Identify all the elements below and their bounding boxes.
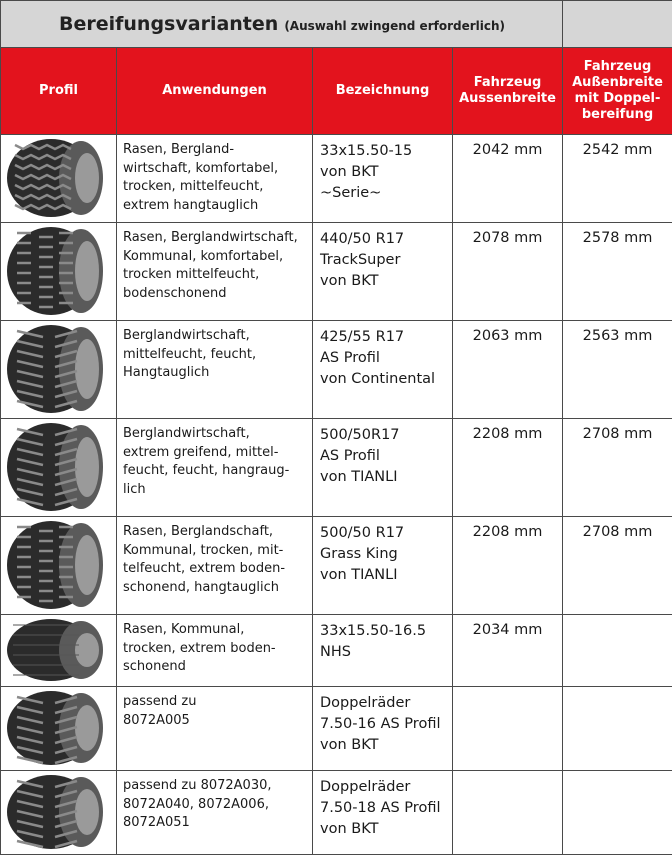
designation-line: Doppelräder <box>320 695 411 711</box>
designation-line: AS Profil <box>320 350 380 366</box>
designation-line: von Continental <box>320 371 436 387</box>
tire-tread-icon <box>1 223 115 319</box>
designation-line: 33x15.50-15 <box>320 143 413 159</box>
designation-line: 33x15.50-16.5 <box>320 623 427 639</box>
application-line: 8072A040, 8072A006, <box>123 796 269 812</box>
profile-image-cell <box>1 687 117 771</box>
application-line: telfeucht, extrem boden- <box>123 561 286 576</box>
application-line: trocken, mittelfeucht, <box>123 179 264 194</box>
header-doppel-line: mit Doppel- <box>574 91 661 106</box>
header-profil: Profil <box>1 48 117 135</box>
outer-width-cell: 2078 mm <box>453 223 563 321</box>
header-aussenbreite-line: Fahrzeug <box>473 75 542 90</box>
designation-line: von TIANLI <box>320 469 398 485</box>
application-line: schonend, hangtauglich <box>123 579 279 595</box>
profile-image-cell <box>1 223 117 321</box>
application-line: 8072A005 <box>123 712 190 728</box>
table-title: Bereifungsvarianten <box>59 13 279 35</box>
designation-cell <box>313 223 453 321</box>
title-row <box>1 1 672 48</box>
designation-line: 7.50-16 AS Profil <box>320 716 441 732</box>
designation-cell <box>313 615 453 687</box>
application-line: Berglandwirtschaft, <box>123 328 250 343</box>
application-line: Rasen, Berglandschaft, <box>123 524 274 539</box>
application-line: Rasen, Kommunal, <box>123 622 245 637</box>
designation-line: Doppelräder <box>320 779 411 795</box>
designation-cell <box>313 771 453 855</box>
profile-image-cell <box>1 517 117 615</box>
designation-line: 440/50 R17 <box>320 231 405 247</box>
application-cell <box>117 687 313 771</box>
application-line: trocken mittelfeucht, <box>123 267 260 282</box>
profile-image-cell <box>1 419 117 517</box>
dual-width-cell <box>563 687 672 771</box>
designation-cell <box>313 419 453 517</box>
application-line: wirtschaft, komfortabel, <box>123 160 279 176</box>
application-line: mittelfeucht, feucht, <box>123 346 257 362</box>
dual-width-cell: 2563 mm <box>563 321 672 419</box>
title-empty-cell <box>563 1 672 48</box>
header-doppel-line: Außenbreite <box>572 75 663 90</box>
outer-width-cell: 2063 mm <box>453 321 563 419</box>
dual-width-cell <box>563 771 672 855</box>
designation-cell <box>313 517 453 615</box>
header-aussenbreite-line: Aussenbreite <box>459 91 556 106</box>
designation-line: ~Serie~ <box>320 185 382 201</box>
designation-line: Grass King <box>320 546 398 562</box>
designation-line: 500/50 R17 <box>320 525 405 541</box>
table-row <box>1 135 672 223</box>
header-doppel-line: bereifung <box>581 107 654 122</box>
application-line: extrem hangtauglich <box>123 197 259 213</box>
application-line: Kommunal, komfortabel, <box>123 248 284 264</box>
designation-line: AS Profil <box>320 448 380 464</box>
table-row <box>1 615 672 687</box>
tire-tread-icon <box>1 687 115 769</box>
application-line: Rasen, Berglandwirtschaft, <box>123 230 298 245</box>
designation-cell <box>313 135 453 223</box>
table-row <box>1 687 672 771</box>
designation-cell <box>313 321 453 419</box>
application-cell <box>117 419 313 517</box>
profile-image-cell <box>1 135 117 223</box>
dual-width-cell: 2578 mm <box>563 223 672 321</box>
designation-line: von BKT <box>320 737 379 753</box>
application-line: bodenschonend <box>123 285 227 301</box>
header-doppel-line: Fahrzeug <box>583 59 652 74</box>
dual-width-cell: 2542 mm <box>563 135 672 223</box>
application-cell <box>117 321 313 419</box>
application-cell <box>117 615 313 687</box>
header-aussenbreite <box>453 48 563 135</box>
application-line: feucht, feucht, hangraug- <box>123 463 290 478</box>
table-subtitle: (Auswahl zwingend erforderlich) <box>284 19 506 33</box>
table-row <box>1 517 672 615</box>
application-line: extrem greifend, mittel- <box>123 444 279 460</box>
outer-width-cell: 2208 mm <box>453 517 563 615</box>
profile-image-cell <box>1 615 117 687</box>
designation-line: 500/50R17 <box>320 427 400 443</box>
application-cell <box>117 135 313 223</box>
dual-width-cell <box>563 615 672 687</box>
table-row <box>1 223 672 321</box>
designation-line: von TIANLI <box>320 567 398 583</box>
profile-image-cell <box>1 771 117 855</box>
designation-line: 7.50-18 AS Profil <box>320 800 441 816</box>
tire-tread-icon <box>1 419 115 515</box>
header-bezeichnung: Bezeichnung <box>313 48 453 135</box>
application-line: trocken, extrem boden- <box>123 640 276 656</box>
tire-tread-icon <box>1 615 115 685</box>
header-row <box>1 48 672 135</box>
outer-width-cell <box>453 771 563 855</box>
outer-width-cell: 2208 mm <box>453 419 563 517</box>
application-line: passend zu 8072A030, <box>123 778 272 793</box>
designation-line: 425/55 R17 <box>320 329 405 345</box>
table-row <box>1 771 672 855</box>
application-line: 8072A051 <box>123 815 190 830</box>
header-doppelbereifung <box>563 48 672 135</box>
application-line: Kommunal, trocken, mit- <box>123 542 284 558</box>
outer-width-cell <box>453 687 563 771</box>
title-cell <box>1 1 563 48</box>
tire-tread-icon <box>1 135 115 221</box>
outer-width-cell: 2042 mm <box>453 135 563 223</box>
dual-width-cell: 2708 mm <box>563 419 672 517</box>
application-line: Hangtauglich <box>123 365 210 380</box>
designation-line: von BKT <box>320 164 379 180</box>
designation-line: von BKT <box>320 821 379 837</box>
application-line: passend zu <box>123 694 197 709</box>
application-line: lich <box>123 481 146 497</box>
application-cell <box>117 223 313 321</box>
table-row <box>1 419 672 517</box>
application-cell <box>117 517 313 615</box>
designation-line: NHS <box>320 644 351 660</box>
application-line: Berglandwirtschaft, <box>123 426 250 441</box>
outer-width-cell: 2034 mm <box>453 615 563 687</box>
profile-image-cell <box>1 321 117 419</box>
dual-width-cell: 2708 mm <box>563 517 672 615</box>
application-line: Rasen, Bergland- <box>123 142 235 157</box>
designation-cell <box>313 687 453 771</box>
application-line: schonend <box>123 659 186 674</box>
header-anwendungen: Anwendungen <box>117 48 313 135</box>
table-row <box>1 321 672 419</box>
designation-line: von BKT <box>320 273 379 289</box>
tire-tread-icon <box>1 517 115 613</box>
tire-tread-icon <box>1 321 115 417</box>
designation-line: TrackSuper <box>320 252 401 268</box>
application-cell <box>117 771 313 855</box>
tire-tread-icon <box>1 771 115 853</box>
